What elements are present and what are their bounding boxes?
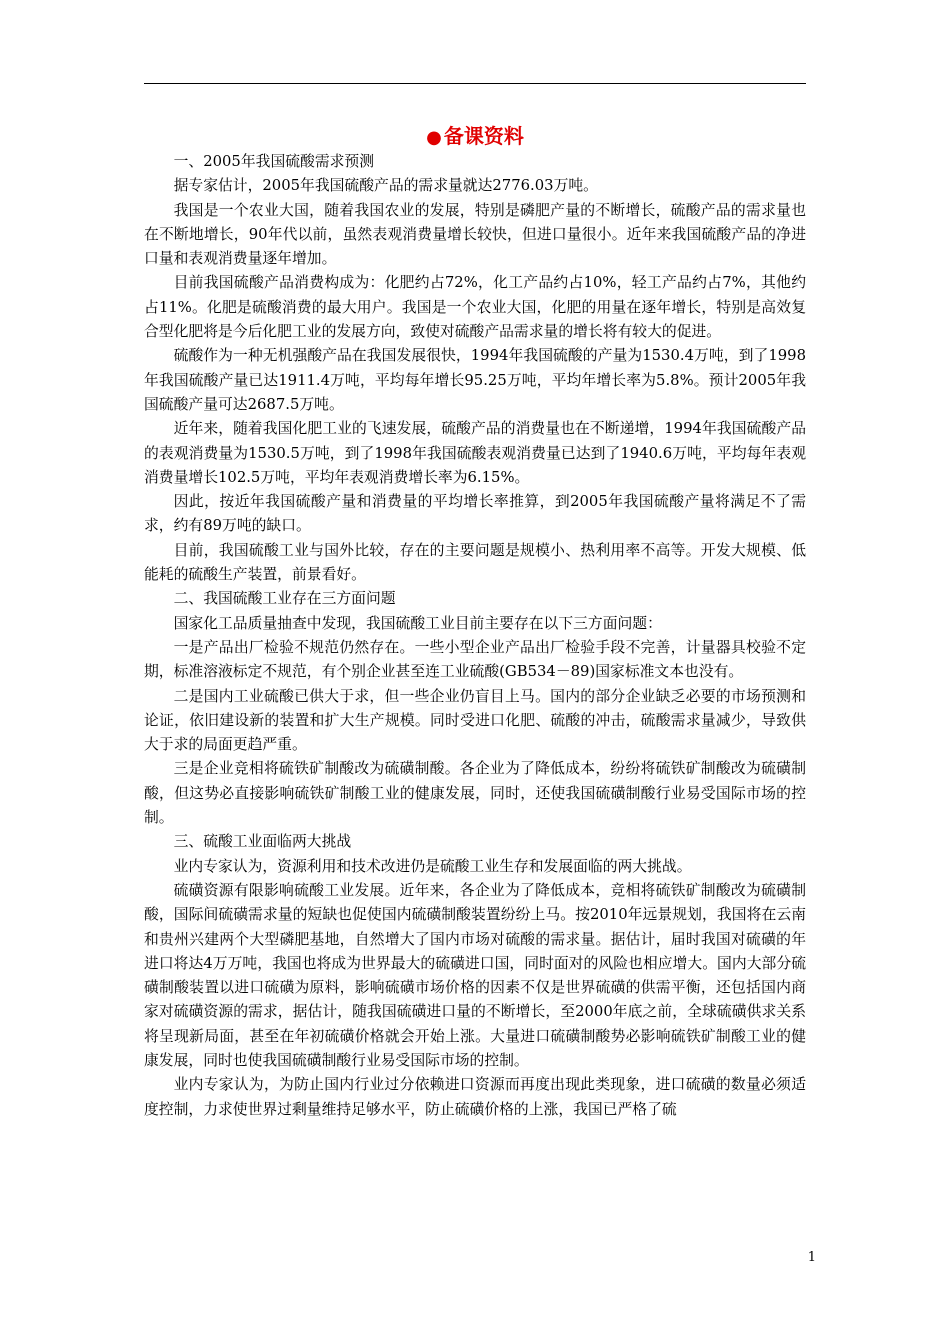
paragraph: 一是产品出厂检验不规范仍然存在。一些小型企业产品出厂检验手段不完善，计量器具校验不定期，标准溶液标定不规范，有个别企业甚至连工业硫酸(GB534－89)国家标准文本也没有。 — [144, 638, 806, 681]
bullet-icon: ● — [426, 127, 442, 148]
document-body — [144, 150, 806, 1122]
paragraph: 业内专家认为，为防止国内行业过分依赖进口资源而再度出现此类现象，进口硫磺的数量必须适度控制，力求使世界过剩量维持足够水平，防止硫磺价格的上涨，我国已严格了硫 — [144, 1076, 806, 1118]
paragraph: 因此，按近年我国硫酸产量和消费量的平均增长率推算，到2005年我国硫酸产量将满足不了需求，约有89万吨的缺口。 — [144, 493, 806, 535]
document-title-text: 备课资料 — [443, 124, 524, 148]
header-rule — [144, 83, 806, 84]
section-heading-2: 二、我国硫酸工业存在三方面问题 — [173, 590, 396, 608]
paragraph: 硫磺资源有限影响硫酸工业发展。近年来，各企业为了降低成本，竞相将硫铁矿制酸改为硫磺制酸，国际间硫磺需求量的短缺也促使国内硫磺制酸装置纷纷上马。按2010年远景规划，我国将在云南和贵州兴建两个大型磷肥基地，自然增大了国内市场对硫酸的需求量。据估计，届时我国对硫磺的年进口将达4万万吨，我国也将成为世界最大的硫磺进口国，同时面对的风险也相应增大。国内大部分硫磺制酸装置以进口硫磺为原料，影响硫磺市场价格的因素不仅是世界硫磺的供需平衡，还包括国内商家对硫磺资源的需求，据估计，随我国硫磺进口量的不断增长，至2000年底之前，全球硫磺供求关系将呈现新局面，甚至在年初硫磺价格就会开始上涨。大量进口硫磺制酸势必影响硫铁矿制酸工业的健康发展，同时也使我国硫磺制酸行业易受国际市场的控制。 — [144, 881, 806, 1069]
paragraph: 三是企业竞相将硫铁矿制酸改为硫磺制酸。各企业为了降低成本，纷纷将硫铁矿制酸改为硫磺制酸，但这势必直接影响硫铁矿制酸工业的健康发展，同时，还使我国硫磺制酸行业易受国际市场的控制。 — [144, 760, 806, 827]
document-title — [144, 122, 806, 152]
paragraph: 我国是一个农业大国，随着我国农业的发展，特别是磷肥产量的不断增长，硫酸产品的需求量也在不断地增长，90年代以前，虽然表观消费量增长较快，但进口量很小。近年来我国硫酸产品的净进口量和表观消费量逐年增加。 — [144, 201, 806, 268]
paragraph: 据专家估计，2005年我国硫酸产品的需求量就达2776.03万吨。 — [173, 177, 598, 195]
paragraph: 硫酸作为一种无机强酸产品在我国发展很快，1994年我国硫酸的产量为1530.4万吨，到了1998年我国硫酸产量已达1911.4万吨，平均每年增长95.25万吨，平均年增长率为5.8%。预计2005年我国硫酸产量可达2687.5万吨。 — [144, 347, 806, 413]
paragraph: 业内专家认为，资源利用和技术改进仍是硫酸工业生存和发展面临的两大挑战。 — [173, 857, 692, 875]
page-number: 1 — [807, 1250, 816, 1265]
paragraph: 国家化工品质量抽查中发现，我国硫酸工业目前主要存在以下三方面问题： — [173, 614, 662, 632]
section-heading-1: 一、2005年我国硫酸需求预测 — [173, 153, 375, 170]
paragraph: 目前我国硫酸产品消费构成为：化肥约占72%，化工产品约占10%，轻工产品约占7%，其他约占11%。化肥是硫酸消费的最大用户。我国是一个农业大国，化肥的用量在逐年增长，特别是高效复合型化肥将是今后化肥工业的发展方向，致使对硫酸产品需求量的增长将有较大的促进。 — [144, 274, 806, 341]
paragraph: 目前，我国硫酸工业与国外比较，存在的主要问题是规模小、热利用率不高等。开发大规模、低能耗的硫酸生产装置，前景看好。 — [144, 541, 806, 584]
paragraph: 近年来，随着我国化肥工业的飞速发展，硫酸产品的消费量也在不断递增，1994年我国硫酸产品的表观消费量为1530.5万吨，到了1998年我国硫酸表观消费量已达到了1940.6万吨，平均每年表观消费量增长102.5万吨，平均年表观消费增长率为6.15%。 — [144, 420, 806, 486]
paragraph: 二是国内工业硫酸已供大于求，但一些企业仍盲目上马。国内的部分企业缺乏必要的市场预测和论证，依旧建设新的装置和扩大生产规模。同时受进口化肥、硫酸的冲击，硫酸需求量减少，导致供大于求的局面更趋严重。 — [144, 687, 806, 754]
section-heading-3: 三、硫酸工业面临两大挑战 — [173, 833, 352, 851]
